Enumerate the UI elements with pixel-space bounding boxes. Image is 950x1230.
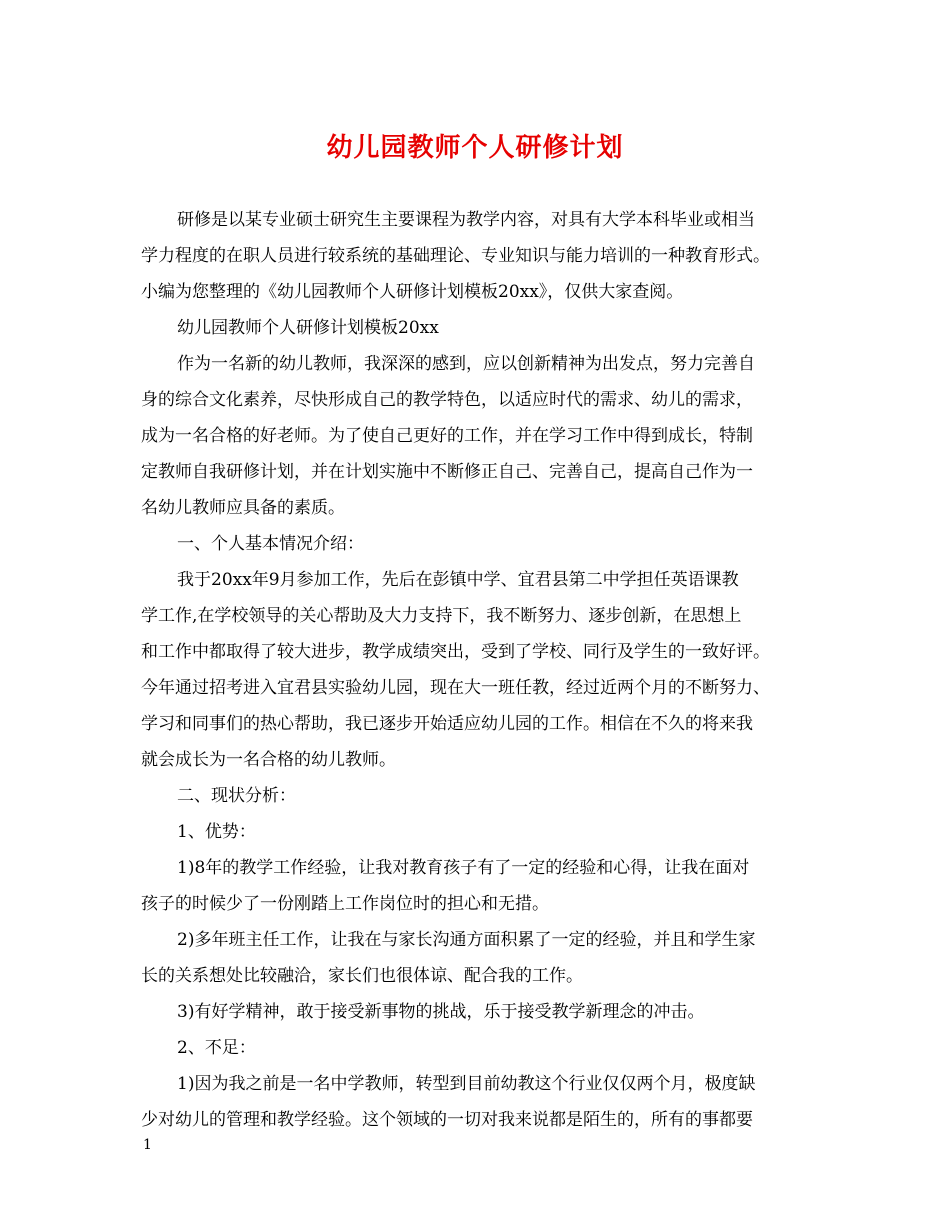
paragraph-line: 孩子的时候少了一份刚踏上工作岗位时的担心和无措。: [141, 894, 549, 914]
paragraph-line: 定教师自我研修计划，并在计划实施中不断修正自己、完善自己，提高自己作为一: [141, 462, 753, 482]
paragraph-line: 2)多年班主任工作，让我在与家长沟通方面积累了一定的经验，并且和学生家: [177, 930, 756, 950]
paragraph-line: 就会成长为一名合格的幼儿教师。: [141, 750, 396, 770]
paragraph-line: 我于20xx年9月参加工作，先后在彭镇中学、宜君县第二中学担任英语课教: [177, 570, 739, 590]
paragraph-line: 小编为您整理的《幼儿园教师个人研修计划模板20xx》，仅供大家查阅。: [141, 282, 684, 302]
paragraph-line: 少对幼儿的管理和教学经验。这个领域的一切对我来说都是陌生的，所有的事都要: [141, 1110, 753, 1130]
paragraph-line: 1)因为我之前是一名中学教师，转型到目前幼教这个行业仅仅两个月，极度缺: [177, 1074, 756, 1094]
subsection-heading: 1、优势：: [177, 822, 256, 842]
paragraph-line: 1)8年的教学工作经验，让我对教育孩子有了一定的经验和心得，让我在面对: [177, 858, 750, 878]
paragraph-line: 学力程度的在职人员进行较系统的基础理论、专业知识与能力培训的一种教育形式。: [141, 246, 770, 266]
paragraph-line: 今年通过招考进入宜君县实验幼儿园，现在大一班任教，经过近两个月的不断努力、: [141, 678, 770, 698]
section-heading: 二、现状分析：: [177, 786, 296, 806]
page-number: 1: [143, 1137, 152, 1153]
paragraph-line: 长的关系想处比较融洽，家长们也很体谅、配合我的工作。: [141, 966, 583, 986]
paragraph-line: 幼儿园教师个人研修计划模板20xx: [177, 318, 439, 338]
document-title: 幼儿园教师个人研修计划: [326, 133, 624, 163]
section-heading: 一、个人基本情况介绍：: [177, 534, 364, 554]
paragraph-line: 和工作中都取得了较大进步，教学成绩突出，受到了学校、同行及学生的一致好评。: [141, 642, 770, 662]
subsection-heading: 2、不足：: [177, 1038, 256, 1058]
paragraph-line: 成为一名合格的好老师。为了使自己更好的工作，并在学习工作中得到成长，特制: [141, 426, 753, 446]
paragraph-line: 学习和同事们的热心帮助，我已逐步开始适应幼儿园的工作。相信在不久的将来我: [141, 714, 753, 734]
paragraph-line: 3)有好学精神，敢于接受新事物的挑战，乐于接受教学新理念的冲击。: [177, 1002, 705, 1022]
paragraph-line: 学工作,在学校领导的关心帮助及大力支持下，我不断努力、逐步创新，在思想上: [141, 606, 742, 626]
paragraph-line: 身的综合文化素养，尽快形成自己的教学特色，以适应时代的需求、幼儿的需求，: [141, 390, 753, 410]
paragraph-line: 研修是以某专业硕士研究生主要课程为教学内容，对具有大学本科毕业或相当: [177, 210, 755, 230]
paragraph-line: 作为一名新的幼儿教师，我深深的感到，应以创新精神为出发点，努力完善自: [177, 354, 755, 374]
paragraph-line: 名幼儿教师应具备的素质。: [141, 498, 345, 518]
